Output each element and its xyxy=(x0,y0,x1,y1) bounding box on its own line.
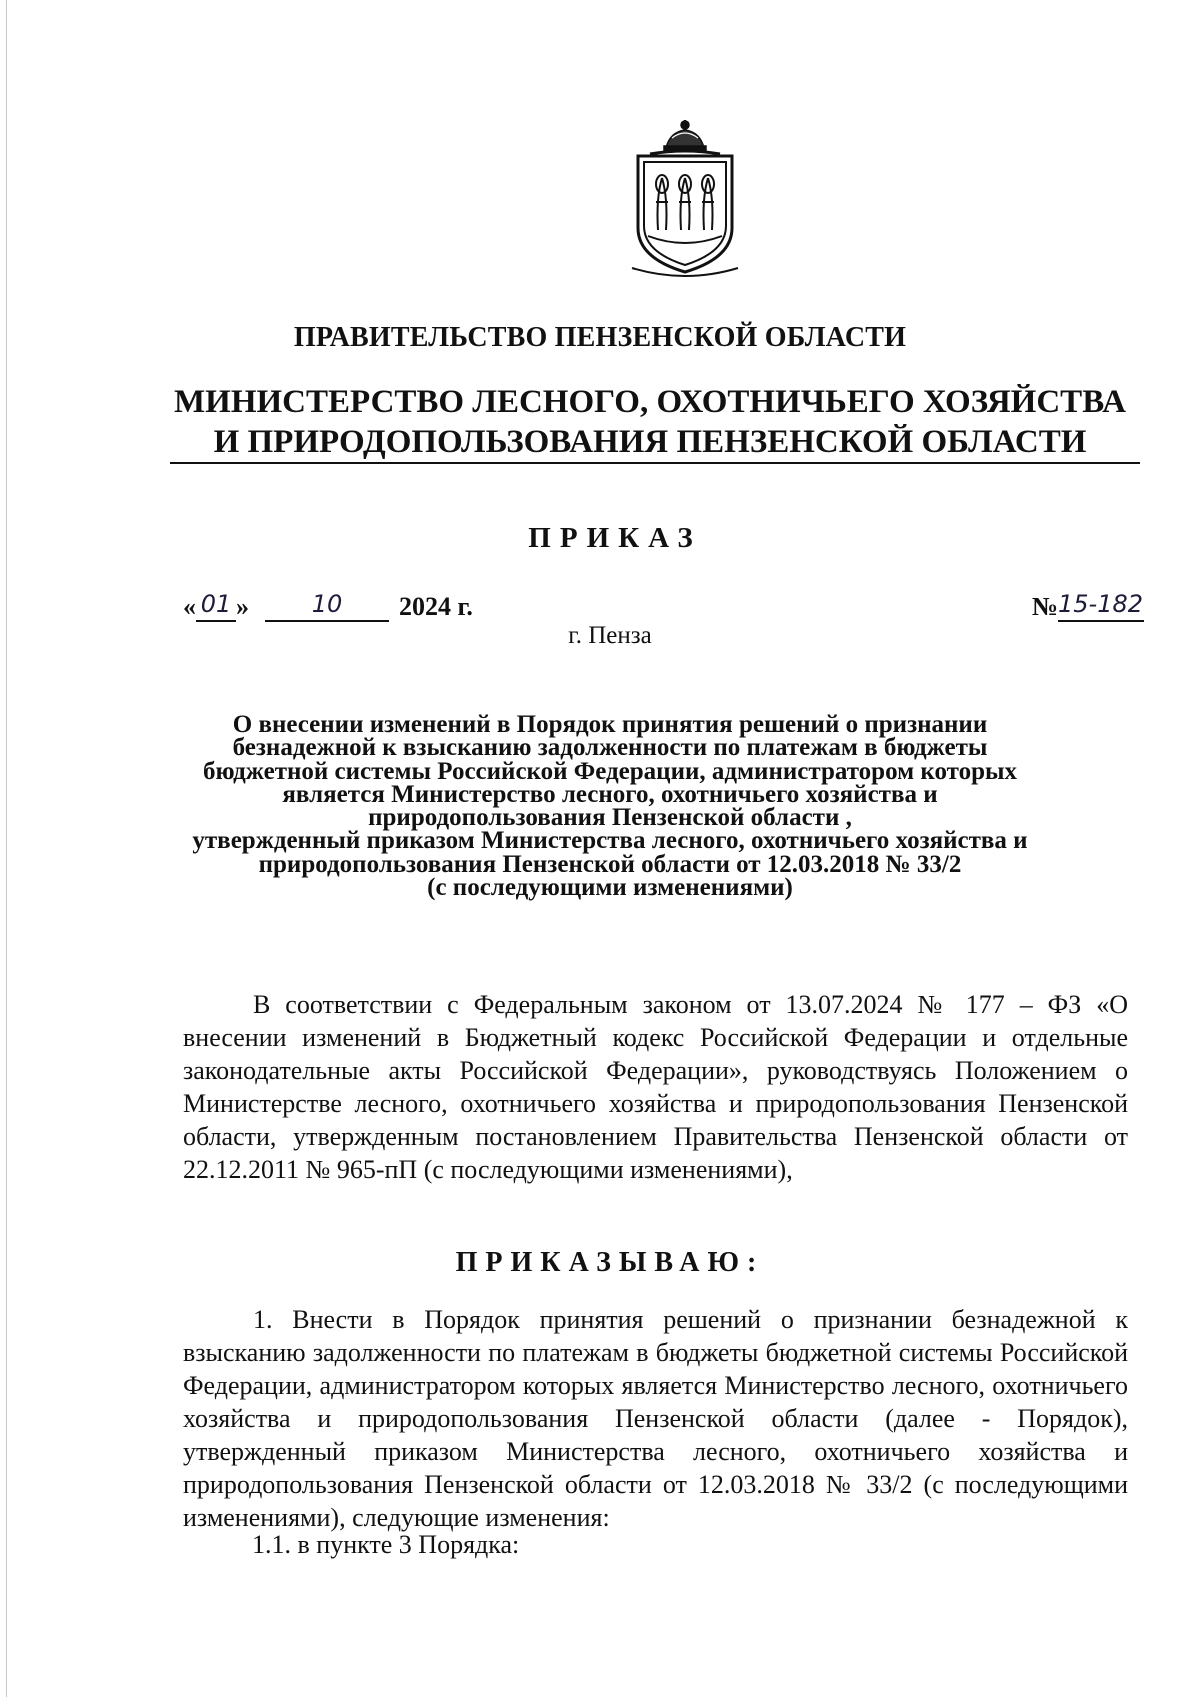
ministry-heading-line-1: МИНИСТЕРСТВО ЛЕСНОГО, ОХОТНИЧЬЕГО ХОЗЯЙСТВА xyxy=(174,384,1126,420)
order-subject xyxy=(150,711,1070,902)
item-1-1: 1.1. в пункте 3 Порядка: xyxy=(252,1530,520,1559)
order-date xyxy=(183,590,473,622)
subject-line: природопользования Пензенской области , xyxy=(368,804,852,832)
city: г. Пенза xyxy=(568,622,652,649)
subject-line: природопользования Пензенской области от 12.03.2018 № 33/2 xyxy=(258,850,962,878)
subject-line: безнадежной к взысканию задолженности по платежам в бюджеты xyxy=(232,734,988,762)
government-heading: ПРАВИТЕЛЬСТВО ПЕНЗЕНСКОЙ ОБЛАСТИ xyxy=(293,322,907,353)
date-month-field: 10 xyxy=(265,590,389,622)
date-day-field: 01 xyxy=(196,590,236,622)
date-close-quote: » xyxy=(236,592,249,621)
decree-heading: ПРИКАЗЫВАЮ: xyxy=(455,1247,765,1278)
ministry-heading xyxy=(160,382,1140,462)
subject-line: утвержденный приказом Министерства лесного, охотничьего хозяйства и xyxy=(192,827,1028,855)
order-title: ПРИКАЗ xyxy=(528,522,702,554)
order-number xyxy=(1032,590,1144,622)
number-label: № xyxy=(1031,592,1058,621)
date-year: 2024 г. xyxy=(399,592,473,621)
number-field: 15-182 xyxy=(1058,590,1144,622)
header-divider xyxy=(170,462,1140,464)
subject-line: О внесении изменений в Порядок принятия решений о признании xyxy=(232,711,988,738)
scan-edge-line xyxy=(6,0,7,1697)
preamble-paragraph: В соответствии с Федеральным законом от 13.07.2024 № 177 – ФЗ «О внесении изменений в Бюджетный кодекс Российской Федерации и отдельные законодательные акты Российской Федерации», руководствуясь Положением о Министерстве лесного, охотничьего хозяйства и природопользования Пензенской области, утвержденным постановлением Правительства Пензенской области от 22.12.2011 № 965-пП (с последующими изменениями), xyxy=(183,990,1128,1184)
coat-of-arms-icon xyxy=(626,118,744,278)
ministry-heading-line-2: И ПРИРОДОПОЛЬЗОВАНИЯ ПЕНЗЕНСКОЙ ОБЛАСТИ xyxy=(213,424,1087,460)
subject-line: является Министерство лесного, охотничьего хозяйства и xyxy=(282,780,938,808)
item-1-paragraph: 1. Внести в Порядок принятия решений о признании безнадежной к взысканию задолженности по платежам в бюджеты бюджетной системы Российской Федерации, администратором которых является Министерство лесного, охотничьего хозяйства и природопользования Пензенской области (далее - Порядок), утвержденный приказом Министерства лесного, охотничьего хозяйства и природопользования Пензенской области от 12.03.2018 № 33/2 (с последующими изменениями), следующие изменения: xyxy=(183,1305,1128,1532)
subject-line: (с последующими изменениями) xyxy=(427,874,793,902)
date-open-quote: « xyxy=(183,592,196,621)
subject-line: бюджетной системы Российской Федерации, администратором которых xyxy=(202,757,1017,785)
